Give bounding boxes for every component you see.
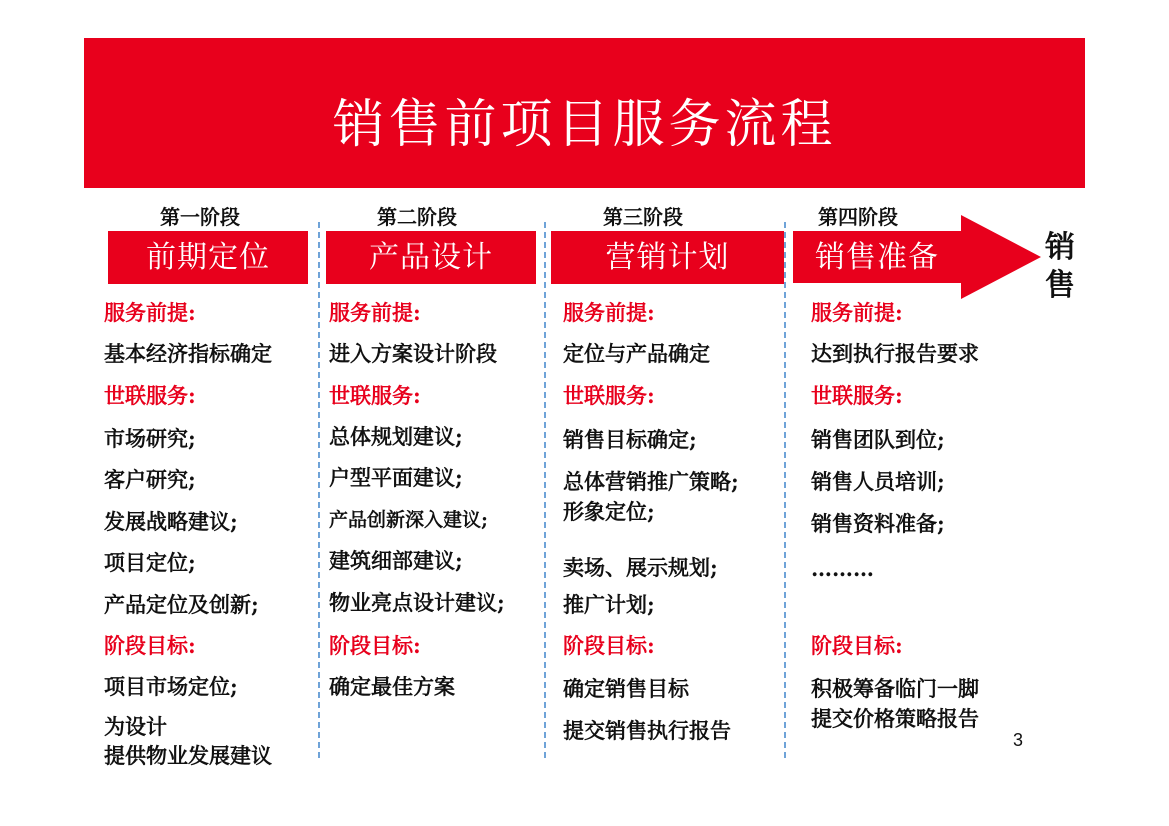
goal-item-1-2: 为设计 [104, 714, 167, 739]
goal-item-2-1: 确定最佳方案 [329, 674, 455, 699]
stage-box-1: 前期定位 [108, 231, 308, 284]
page-number: 3 [1013, 730, 1024, 750]
end-label: 销售 [1045, 230, 1075, 303]
premise-text-3: 定位与产品确定 [563, 341, 710, 366]
goal-item-1-3: 提供物业发展建议 [104, 743, 272, 768]
stage-label-3: 第三阶段 [603, 205, 683, 229]
premise-heading-3: 服务前提: [563, 300, 655, 325]
service-item-4-2: 销售人员培训; [811, 469, 945, 494]
goal-item-1-1: 项目市场定位; [104, 674, 238, 699]
goal-item-3-1: 确定销售目标 [563, 676, 689, 701]
service-item-4-4: ……… [811, 556, 874, 581]
service-item-1-1: 市场研究; [104, 426, 196, 451]
service-item-3-5: 推广计划; [563, 592, 655, 617]
column-divider-2 [544, 222, 546, 758]
service-item-3-3: 形象定位; [563, 499, 655, 524]
service-item-2-3: 产品创新深入建议; [329, 509, 489, 531]
services-heading-4: 世联服务: [811, 383, 903, 408]
stage-box-4-label: 销售准备 [815, 240, 939, 275]
service-item-2-5: 物业亮点设计建议; [329, 590, 505, 615]
service-item-4-1: 销售团队到位; [811, 427, 945, 452]
services-heading-2: 世联服务: [329, 383, 421, 408]
service-item-1-4: 项目定位; [104, 550, 196, 575]
service-item-3-2: 总体营销推广策略; [563, 469, 739, 494]
services-heading-1: 世联服务: [104, 383, 196, 408]
goal-item-4-2: 提交价格策略报告 [811, 706, 979, 731]
service-item-2-4: 建筑细部建议; [329, 548, 463, 573]
premise-text-2: 进入方案设计阶段 [329, 341, 497, 366]
service-item-2-1: 总体规划建议; [329, 424, 463, 449]
stage-label-1: 第一阶段 [160, 205, 240, 229]
service-item-1-2: 客户研究; [104, 467, 196, 492]
service-item-2-2: 户型平面建议; [329, 465, 463, 490]
stage-box-3: 营销计划 [551, 231, 784, 284]
goal-item-4-1: 积极筹备临门一脚 [811, 676, 979, 701]
service-item-1-5: 产品定位及创新; [104, 592, 259, 617]
goal-heading-4: 阶段目标: [811, 633, 903, 658]
goal-item-3-2: 提交销售执行报告 [563, 718, 731, 743]
services-heading-3: 世联服务: [563, 383, 655, 408]
goal-heading-3: 阶段目标: [563, 633, 655, 658]
service-item-3-1: 销售目标确定; [563, 427, 697, 452]
column-divider-3 [784, 222, 786, 758]
service-item-1-3: 发展战略建议; [104, 509, 238, 534]
goal-heading-1: 阶段目标: [104, 633, 196, 658]
premise-heading-1: 服务前提: [104, 300, 196, 325]
stage-box-2: 产品设计 [326, 231, 536, 284]
premise-text-1: 基本经济指标确定 [104, 341, 272, 366]
goal-heading-2: 阶段目标: [329, 633, 421, 658]
service-item-3-4: 卖场、展示规划; [563, 555, 718, 580]
premise-heading-2: 服务前提: [329, 300, 421, 325]
column-divider-1 [318, 222, 320, 758]
stage-label-4: 第四阶段 [818, 205, 898, 229]
stage-label-2: 第二阶段 [377, 205, 457, 229]
premise-heading-4: 服务前提: [811, 300, 903, 325]
page-title: 销售前项目服务流程 [332, 95, 837, 155]
premise-text-4: 达到执行报告要求 [811, 341, 979, 366]
service-item-4-3: 销售资料准备; [811, 511, 945, 536]
